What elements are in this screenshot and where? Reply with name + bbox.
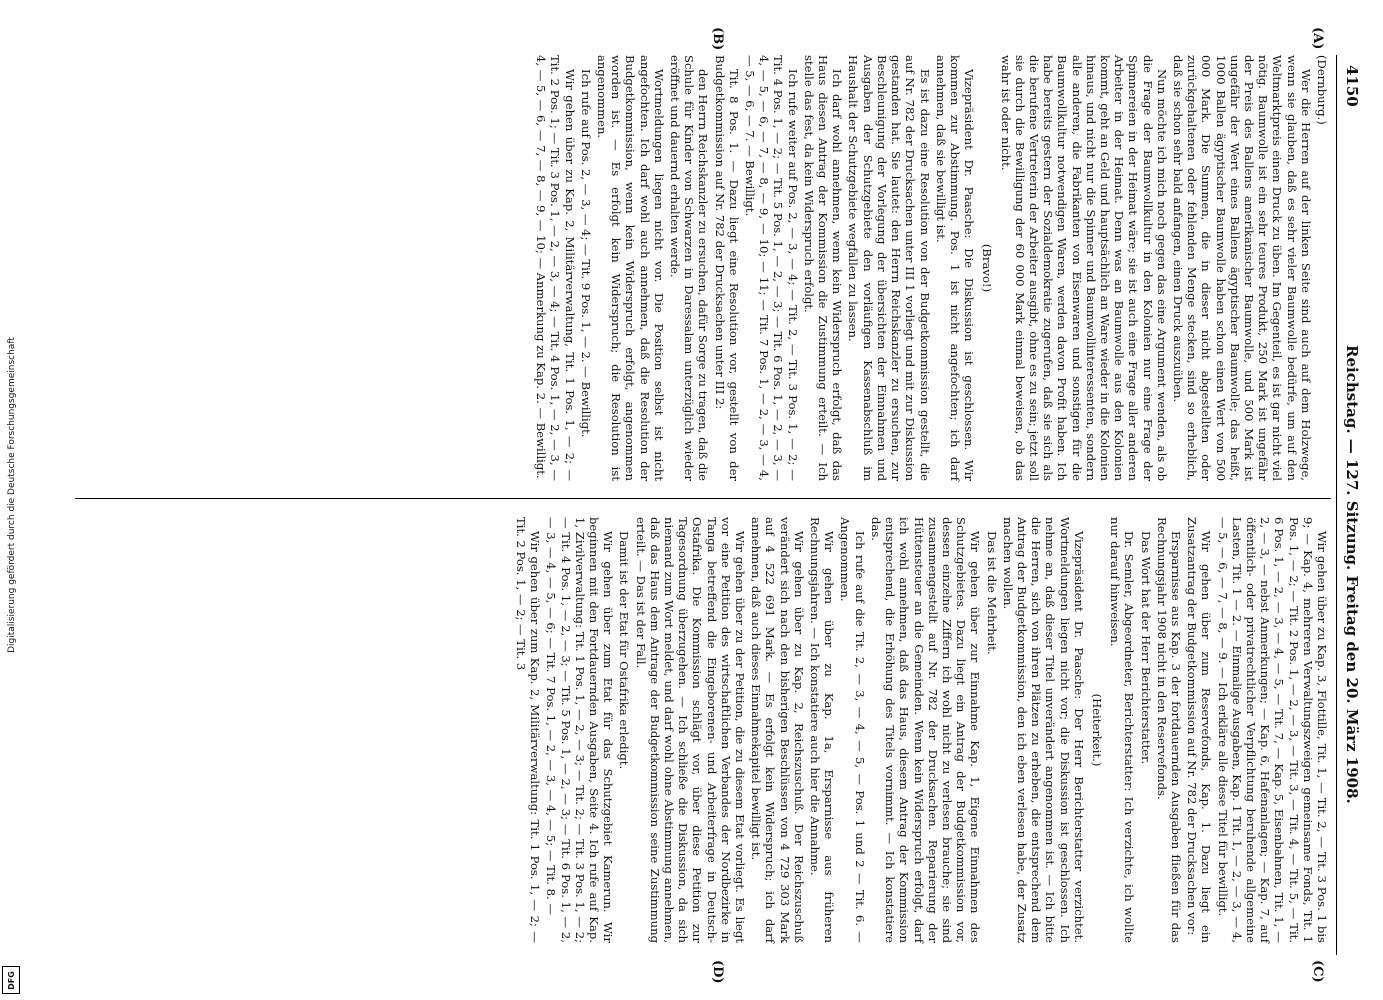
paragraph: Wir gehen über zu Kap. 1a, Ersparnisse aus früheren Rechnungsjahren. — Ich konstatiere auch hier die Annahme. bbox=[808, 517, 837, 943]
digitization-credit bbox=[2, 0, 20, 1000]
paragraph: Wir gehen über zur Einnahme Kap. 1, Eigene Einnahmen des Schutzgebietes. Dazu liegt ein Antrag der Budgetkommission vor, dessen einzelne Ziffern ich wohl nicht zu verlesen brauche; sie sind zusammengestellt auf Nr. 782 der Drucksachen. Reparierung der Hüttensteuer an die Gemeinden. Wenn kein Widerspruch erfolgt, darf ich wohl annehmen, daß das Haus, diesem Antrag der Kommission entsprechend, die Erhöhung des Titels vornimmt. — Ich konstatiere das. bbox=[868, 517, 983, 943]
page-header bbox=[1333, 55, 1365, 955]
quoted-resolution: den Herrn Reichskanzler zu ersuchen, dafür Sorge zu tragen, daß die Schule für Kinder von Schwarzen in Daressalam unterzüglich wieder eröffnet und dauernd erhalten werde. bbox=[668, 55, 711, 481]
paragraph: Wir gehen über zum Kap. 2, Militärverwaltung: Tit. 1 Pos. 1, — 2; — Tit. 2 Pos. 1, — 2; — Tit. 3 bbox=[514, 517, 543, 943]
quoted-motion: Ersparnisse aus Kap. 3 der fortdauernden Ausgaben fließen für das Rechnungsjahr 1908 nicht in den Reservefonds. bbox=[1154, 517, 1183, 943]
column-divider bbox=[75, 498, 1331, 499]
page-content bbox=[55, 27, 1365, 984]
paragraph: Ich rufe auf die Tit. 2, — 3, — 4, — 5, — Pos. 1 und 2 — Tit. 6. — Angenommen. bbox=[838, 517, 867, 943]
paragraph: Wir gehen über zu Kap. 3, Flottille, Tit. 1, — Tit. 2, — Tit. 3 Pos. 1 bis 9; — Kap. 4, mehreren Verwaltungszweigen gemeinsame Fonds, Tit. 1 Pos. 1, — 2; — Tit. 2 Pos. 1, — 2, — 3, — Tit. 3, — Tit. 4, — Tit. 5, — Tit. 6 Pos. 1, — 2, — 3, — 4, — 5, — Tit. 7, — Kap. 5, Eisenbahnen, Tit. 1, — 2, — 3, — nebst Anmerkungen; — Kap. 6, Hafenanlagen; — Kap. 7, auf öffentlich- oder privatrechtlicher Verpflichtung beruhende allgemeine Lasten, Tit. 1 — 2. — Einmalige Ausgaben, Kap. 1 Tit. 1, — 2, — 3, — 4, — 5, — 6, — 7, — 8, — 9. — Ich erkläre alle diese Titel für bewilligt. bbox=[1215, 517, 1329, 943]
running-title: Reichstag. — 127. Sitzung. Freitag den 20. März 1908. bbox=[1343, 345, 1361, 804]
dfg-logo-text: DFG bbox=[6, 970, 16, 990]
paragraph: Dr. Semler, Abgeordneter, Berichterstatter: Ich verzichte, ich wollte nur darauf hinweisen. bbox=[1108, 517, 1137, 943]
page-number: 4150 bbox=[1343, 65, 1361, 107]
header-rule bbox=[1336, 55, 1337, 955]
interjection: (Bravo!) bbox=[980, 243, 995, 293]
paragraph: Vizepräsident Dr. Paasche: Die Diskussion ist geschlossen. Wir kommen zur Abstimmung. Pos. 1 ist nicht angefochten; ich darf annehmen, daß sie bewilligt ist. bbox=[933, 55, 977, 481]
right-column bbox=[79, 517, 1329, 943]
paragraph: Wir gehen über zu Kap. 2, Militärverwaltung, Tit. 1 Pos. 1, — 2; — Tit. 2 Pos. 1; — Tit. 3 Pos. 1, — 2, — 3, — 4; — Tit. 4 Pos. 1, — 2, — 3, — 4, — 5, — 6, — 7, — 8, — 9, — 10; — Anmerkung zu Kap. 2. — Bewilligt. bbox=[534, 55, 577, 481]
paragraph: Damit ist der Etat für Ostafrika erledigt. bbox=[617, 531, 632, 770]
paragraph: Tit. 8 Pos. 1. — Dazu liegt eine Resolution vor, gestellt von der Budgetkommission auf Nr. 782 der Drucksachen unter III 2: bbox=[712, 55, 741, 481]
paragraph: Vizepräsident Dr. Paasche: Der Herr Berichterstatter verzichtet. Wortmeldungen liegen nicht vor; die Diskussion ist geschlossen. Ich nehme an, daß dieser Titel unverändert angenommen ist. — Ich bitte die Herren, sich von ihren Plätzen zu erheben, die entsprechend dem Antrag der Budgetkommission, den ich eben verlesen habe, der Zusatz machen wollen. bbox=[1000, 517, 1086, 943]
paragraph: Ich rufe weiter auf Pos. 2, — 3, — 4; — Tit. 2, — Tit. 3 Pos. 1, — 2; — Tit. 4 Pos. 1, — 2; — Tit. 5 Pos. 1, — 2, — 3; — Tit. 6 Pos. 1, — 2, — 3, — 4, — 5, — 6, — 7, — 8, — 9, — 10; — 11; — Tit. 7 Pos. 1, — 2, — 3, — 4, — 5, — 6, — 7. — Bewilligt. bbox=[743, 55, 800, 481]
paragraph: Wer die Herren auf der linken Seite sind auch auf dem Holzwege, wenn sie glauben, daß es sehr vieler Baumwolle bedürfe, um auf den Weltmarktpreis einen Druck zu üben. Im Gegenteil, es ist gar nicht viel nötig. Baumwolle ist ein sehr teures Produkt, 250 Mark ist ungefähr der Preis des Ballens amerikanischer Baumwolle, und 500 Mark ist ungefähr der Wert eines Ballens ägyptischer Baumwolle; das heißt, 1000 Ballen ägyptischer Baumwolle haben schon einen Wert von 500 000 Mark. Die Summen, die in dieser nicht abgestellten oder zurückgehaltenen oder fehlenden Menge stecken, sind so erheblich, daß sie schon sehr bald anfangen, einen Druck auszuüben. bbox=[1170, 55, 1313, 481]
margin-mark-d: (D) bbox=[710, 960, 725, 984]
paragraph: Ich darf wohl annehmen, wenn kein Widerspruch erfolgt, daß das Haus diesen Antrag der Kommission die Zustimmung erteilt. — Ich stelle das fest, da kein Widerspruch erfolgt. bbox=[801, 55, 845, 481]
paragraph: Es ist dazu eine Resolution von der Budgetkommission gestellt, die auf Nr. 782 der Drucksachen unter III 1 vorliegt und mit zur Diskussion gestanden hat. Sie lautet: den Herrn Reichskanzler zu ersuchen, zur Beschleunigung der Vorlegung der übersichten der Einnahmen und Ausgaben der Schutzgebiete den vorläufigen Kassenabschluß im Haushalt der Schutzgebiete wegfallen zu lassen. bbox=[846, 55, 932, 481]
paragraph: Das Wort hat der Herr Berichterstatter. bbox=[1138, 531, 1153, 765]
paragraph: Ich rufe auf Pos. 2, — 3, — 4; — Tit. 9 Pos. 1, — 2. — Bewilligt. bbox=[578, 69, 593, 438]
dfg-logo bbox=[2, 966, 20, 994]
paragraph: Wir gehen über zu Kap. 2, Reichszuschuß. Der Reichszuschuß verändert sich nach den bisherigen Beschlüssen von 4 729 303 Mark auf 4 522 691 Mark. — Es erfolgt kein Widerspruch; ich darf annehmen, daß auch dieses Einnahmekapitel bewilligt ist. bbox=[749, 517, 806, 943]
paragraph: Wir gehen über zum Reservefonds, Kap. 1. Dazu liegt ein Zusatzantrag der Budgetkommission auf Nr. 782 der Drucksachen vor: bbox=[1185, 517, 1214, 943]
paragraph: Nun möchte ich mich noch gegen das eine Argument wenden, als ob die Frage der Baumwollkultur in den Kolonien nur eine Frage der Spinnereien in der Heimat wäre; sie ist auch eine Frage aller anderen Arbeiter in der Heimat. Denn was an Baumwolle aus den Kolonien kommt, geht an Geld und hauptsächlich an Ware wieder in die Kolonien hinaus, und nicht nur die Spinner und Baumwollinteressenten, sondern alle anderen, die Fabrikanten von Eisenwaren und sonstigen für die Baumwollkultur notwendigen Waren, werden davon Profit haben. Ich habe bereits gestern der Sozialdemokratie zugerufen, daß sie sich als die berufene Vertreterin der Arbeiter ausgibt, ohne es zu sein; jetzt soll sie durch die Bewilligung der 60 000 Mark einmal beweisen, ob das wahr ist oder nicht. bbox=[998, 55, 1169, 481]
paragraph: Wortmeldungen liegen nicht vor. Die Position selbst ist nicht angefochten. Ich darf wohl auch annehmen, daß die Resolution der Budgetkommission, wenn kein Widerspruch erfolgt, angenommen worden ist. — Es erfolgt kein Widerspruch; die Resolution ist angenommen. bbox=[595, 55, 666, 481]
digitization-credit-text: Digitalisierung gefördert durch die Deutsche Forschungsgemeinschaft bbox=[7, 337, 17, 653]
interjection: (Heiterkeit.) bbox=[1089, 693, 1104, 767]
paragraph: Das ist die Mehrheit. bbox=[984, 531, 999, 655]
scanned-page bbox=[55, 27, 1365, 984]
left-column bbox=[79, 55, 1329, 481]
margin-mark-a: (A) bbox=[1310, 27, 1325, 50]
margin-mark-b: (B) bbox=[710, 27, 725, 51]
margin-mark-c: (C) bbox=[1310, 960, 1325, 983]
paragraph: Wir gehen über zu der Petition, die zu diesem Etat vorliegt. Es liegt vor eine Petition des wirtschaftlichen Verbandes der Nordbezirke in Tanga betreffend die Eingeborenen- und Arbeiterfrage in Deutsch-Ostafrika. Die Kommission schlägt vor, über diese Petition zur Tagesordnung überzugehen. — Ich schließe die Diskussion, da sich niemand zum Wort meldet, und darf wohl ohne Abstimmung annehmen, daß das Haus dem Antrage der Budgetkommission seine Zustimmung erteilt. — Das ist der Fall. bbox=[633, 517, 748, 943]
speaker-note: (Dernburg.) bbox=[1315, 55, 1329, 125]
paragraph: Wir gehen über zum Etat für das Schutzgebiet Kamerun. Wir beginnen mit den Fortdauernden Ausgaben, Seite 4. Ich rufe auf Kap. 1, Zivilverwaltung: Tit. 1 Pos. 1, — 2, — 3; — Tit. 2; — Tit. 3 Pos. 1, — 2; — Tit. 4 Pos. 1, — 2, — 3; — Tit. 5 Pos. 1, — 2, — 3; — Tit. 6 Pos. 1, — 2, — 3, — 4, — 5, — 6; — Tit. 7 Pos. 1, — 2, — 3, — 4, — 5; — Tit. 8. — bbox=[544, 517, 616, 943]
